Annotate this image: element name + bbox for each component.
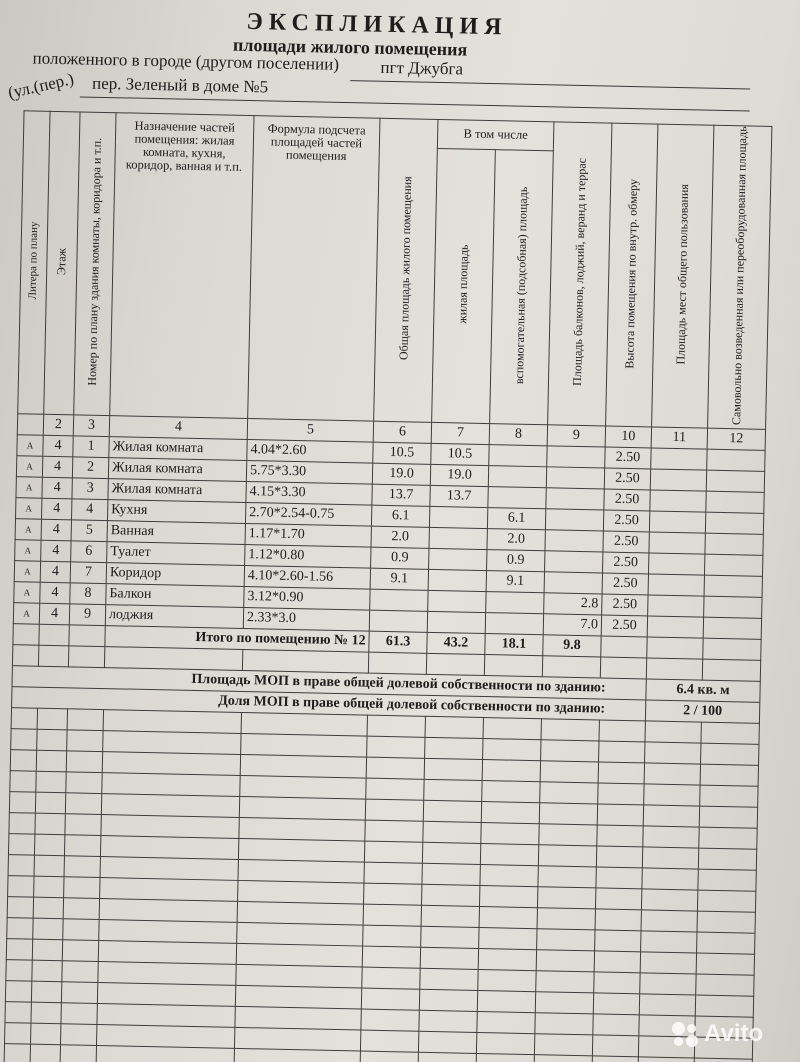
cell-height: 2.50 bbox=[604, 489, 650, 511]
cell-living-area bbox=[429, 527, 487, 549]
cell-room-number: 7 bbox=[70, 562, 106, 584]
header-height: Высота помещения по внутр. обмеру bbox=[606, 123, 658, 427]
cell-formula: 3.12*0.90 bbox=[244, 586, 370, 610]
document-title: ЭКСПЛИКАЦИЯ bbox=[246, 8, 508, 41]
header-litera: Литера по плану bbox=[18, 111, 50, 414]
cell-formula: 1.12*0.80 bbox=[245, 544, 371, 568]
cell-height: 2.50 bbox=[604, 468, 650, 490]
cell-balcony-area: 7.0 bbox=[543, 614, 601, 636]
cell-total-area bbox=[370, 589, 428, 611]
col-number: 6 bbox=[373, 421, 431, 443]
cell-unauthorized-area bbox=[704, 554, 762, 576]
cell-formula: 2.70*2.54-0.75 bbox=[245, 502, 371, 526]
cell-floor: 4 bbox=[43, 435, 73, 457]
cell-room-name: Жилая комната bbox=[109, 436, 247, 460]
cell-balcony-area bbox=[546, 488, 604, 510]
cell-height: 2.50 bbox=[602, 573, 648, 595]
cell-living-area bbox=[429, 506, 487, 528]
total-aux: 18.1 bbox=[485, 633, 543, 655]
cell-aux-area bbox=[485, 612, 543, 634]
cell-unauthorized-area bbox=[703, 617, 761, 639]
cell-aux-area: 6.1 bbox=[487, 507, 545, 529]
col-number: 7 bbox=[431, 422, 489, 444]
cell-room-number: 2 bbox=[72, 457, 108, 479]
cell-room-number: 4 bbox=[72, 499, 108, 521]
cell-formula: 1.17*1.70 bbox=[245, 523, 371, 547]
cell-floor: 4 bbox=[41, 540, 71, 562]
cell-balcony-area bbox=[547, 446, 605, 468]
header-total-area: Общая площадь жилого помещения bbox=[374, 118, 438, 422]
mop-area-label: Площадь МОП в праве общей долевой собственности по зданию: bbox=[12, 665, 646, 699]
header-row bbox=[23, 111, 771, 155]
header-purpose: Назначение частей помещения: жилая комната, кухня, коридор, ванная и т.п. bbox=[110, 113, 254, 419]
explication-table bbox=[2, 110, 773, 1062]
avito-watermark: Avito bbox=[670, 1018, 782, 1052]
cell-total-area: 10.5 bbox=[373, 442, 431, 464]
street-value: пер. Зеленый в доме №5 bbox=[91, 73, 269, 97]
header-room-number: Номер по плану здания комнаты, коридора и т.п. bbox=[74, 112, 116, 415]
cell-common-area bbox=[650, 469, 706, 491]
street-prefix: (ул.(пер.) bbox=[6, 69, 76, 103]
cell-formula: 4.15*3.30 bbox=[246, 481, 372, 505]
cell-room-name: Туалет bbox=[107, 541, 245, 565]
header-aux-area: вспомогательная (подсобная) площадь bbox=[490, 149, 554, 424]
cell-floor: 4 bbox=[42, 456, 72, 478]
cell-balcony-area bbox=[544, 572, 602, 594]
cell-common-area bbox=[651, 448, 707, 470]
cell-living-area: 13.7 bbox=[430, 485, 488, 507]
cell-height: 2.50 bbox=[605, 447, 651, 469]
cell-living-area bbox=[427, 611, 485, 633]
cell-common-area bbox=[649, 511, 705, 533]
cell-formula: 4.04*2.60 bbox=[247, 439, 373, 463]
cell-common-area bbox=[647, 616, 703, 638]
col-number: 11 bbox=[651, 427, 707, 449]
cell-height: 2.50 bbox=[601, 615, 647, 637]
cell-room-name: Кухня bbox=[107, 499, 245, 523]
cell-litera: А bbox=[16, 476, 42, 498]
cell-height: 2.50 bbox=[603, 552, 649, 574]
cell-room-name: Коридор bbox=[106, 562, 244, 586]
mop-area-value: 6.4 кв. м bbox=[646, 679, 760, 702]
cell-room-name: Балкон bbox=[106, 583, 244, 607]
cell-unauthorized-area bbox=[704, 575, 762, 597]
cell-height: 2.50 bbox=[602, 594, 648, 616]
cell-aux-area: 0.9 bbox=[487, 549, 545, 571]
header-including: В том числе bbox=[437, 119, 554, 150]
cell-living-area: 19.0 bbox=[430, 464, 488, 486]
cell-total-area: 9.1 bbox=[370, 568, 428, 590]
cell-room-name: Жилая комната bbox=[108, 457, 246, 481]
cell-floor: 4 bbox=[42, 477, 72, 499]
mop-share-label: Доля МОП в праве общей долевой собственности по зданию: bbox=[12, 686, 646, 720]
cell-total-area: 6.1 bbox=[371, 505, 429, 527]
location-value: пгт Джубга bbox=[380, 57, 464, 79]
cell-litera: А bbox=[15, 518, 41, 540]
cell-balcony-area bbox=[545, 551, 603, 573]
street-underline bbox=[80, 96, 750, 111]
cell-litera: А bbox=[17, 434, 43, 456]
cell-litera: А bbox=[14, 581, 40, 603]
col-number: 9 bbox=[547, 425, 605, 447]
header-floor: Этаж bbox=[44, 111, 80, 414]
total-label: Итого по помещению № 12 bbox=[105, 625, 369, 652]
cell-unauthorized-area bbox=[705, 533, 763, 555]
header-common-area: Площадь мест общего пользования bbox=[652, 124, 714, 428]
cell-total-area: 13.7 bbox=[372, 484, 430, 506]
header-balcony-area: Площадь балконов, лоджий, веранд и террас bbox=[548, 122, 612, 426]
header-living-area: жилая площадь bbox=[432, 148, 496, 423]
cell-litera: А bbox=[16, 497, 42, 519]
document-subtitle: площади жилого помещения bbox=[232, 34, 468, 60]
cell-unauthorized-area bbox=[704, 596, 762, 618]
col-number: 5 bbox=[247, 418, 373, 442]
cell-aux-area bbox=[486, 591, 544, 613]
cell-common-area bbox=[648, 553, 704, 575]
location-underline bbox=[350, 80, 750, 89]
cell-litera: А bbox=[16, 455, 42, 477]
total-balcony: 9.8 bbox=[543, 634, 601, 656]
cell-height: 2.50 bbox=[603, 510, 649, 532]
col-number: 10 bbox=[605, 426, 651, 448]
cell-aux-area: 2.0 bbox=[487, 528, 545, 550]
cell-room-name: Жилая комната bbox=[108, 478, 246, 502]
header-unauthorized-area: Самовольно возведенная или переоборудованная площадь bbox=[708, 125, 772, 429]
cell-floor: 4 bbox=[42, 498, 72, 520]
col-number: 8 bbox=[489, 423, 547, 445]
cell-common-area bbox=[649, 532, 705, 554]
cell-living-area bbox=[428, 590, 486, 612]
cell-room-number: 3 bbox=[72, 478, 108, 500]
location-label: положенного в городе (другом поселении) bbox=[32, 48, 340, 74]
cell-floor: 4 bbox=[40, 561, 70, 583]
cell-balcony-area bbox=[546, 467, 604, 489]
cell-room-number: 5 bbox=[71, 520, 107, 542]
cell-room-number: 6 bbox=[71, 541, 107, 563]
cell-unauthorized-area bbox=[707, 449, 765, 471]
cell-litera: А bbox=[15, 539, 41, 561]
cell-total-area bbox=[369, 610, 427, 632]
cell-common-area bbox=[648, 595, 704, 617]
total-living: 43.2 bbox=[427, 632, 485, 654]
header-formula: Формула подсчета площадей частей помещения bbox=[248, 116, 380, 421]
col-number: 4 bbox=[109, 415, 247, 439]
cell-formula: 4.10*2.60-1.56 bbox=[244, 565, 370, 589]
col-number: 3 bbox=[73, 415, 109, 437]
cell-living-area: 10.5 bbox=[431, 443, 489, 465]
cell-formula: 2.33*3.0 bbox=[243, 607, 369, 631]
mop-share-value: 2 / 100 bbox=[645, 700, 759, 723]
total-area: 61.3 bbox=[369, 631, 427, 653]
cell-floor: 4 bbox=[39, 603, 69, 625]
cell-living-area bbox=[429, 548, 487, 570]
cell-litera: А bbox=[14, 560, 40, 582]
cell-living-area bbox=[428, 569, 486, 591]
cell-aux-area bbox=[488, 465, 546, 487]
cell-total-area: 19.0 bbox=[372, 463, 430, 485]
cell-balcony-area bbox=[545, 530, 603, 552]
cell-litera: А bbox=[13, 602, 39, 624]
cell-aux-area bbox=[488, 486, 546, 508]
cell-room-number: 8 bbox=[70, 583, 106, 605]
cell-room-name: лоджия bbox=[105, 604, 243, 628]
cell-total-area: 2.0 bbox=[371, 526, 429, 548]
cell-room-number: 1 bbox=[73, 436, 109, 458]
cell-unauthorized-area bbox=[705, 512, 763, 534]
cell-balcony-area bbox=[545, 509, 603, 531]
cell-aux-area bbox=[489, 444, 547, 466]
cell-room-number: 9 bbox=[69, 604, 105, 626]
cell-floor: 4 bbox=[41, 519, 71, 541]
cell-height: 2.50 bbox=[603, 531, 649, 553]
cell-common-area bbox=[648, 574, 704, 596]
col-number: 12 bbox=[707, 428, 765, 450]
cell-unauthorized-area bbox=[706, 470, 764, 492]
col-number: 2 bbox=[43, 414, 73, 436]
col-number bbox=[17, 413, 43, 435]
cell-formula: 5.75*3.30 bbox=[246, 460, 372, 484]
cell-balcony-area: 2.8 bbox=[544, 593, 602, 615]
avito-logo-icon bbox=[672, 1022, 700, 1048]
cell-common-area bbox=[650, 490, 706, 512]
cell-aux-area: 9.1 bbox=[486, 570, 544, 592]
cell-floor: 4 bbox=[40, 582, 70, 604]
cell-unauthorized-area bbox=[706, 491, 764, 513]
cell-total-area: 0.9 bbox=[371, 547, 429, 569]
cell-room-name: Ванная bbox=[107, 520, 245, 544]
